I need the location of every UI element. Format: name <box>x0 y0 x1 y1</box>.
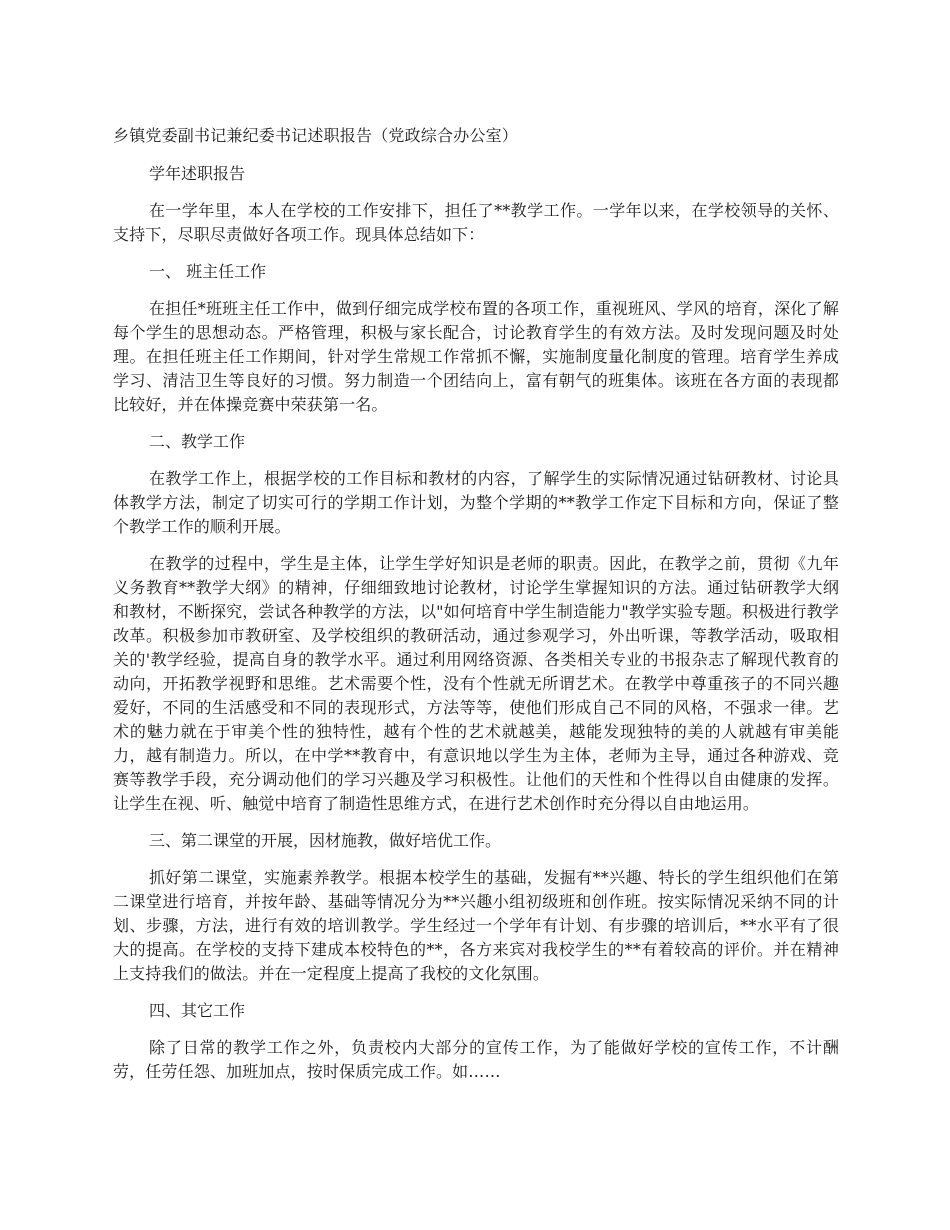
intro-paragraph: 在一学年里，本人在学校的工作安排下，担任了**教学工作。一学年以来，在学校领导的关怀、支持下，尽职尽责做好各项工作。现具体总结如下： <box>113 201 839 244</box>
document-title: 乡镇党委副书记兼纪委书记述职报告（党政综合办公室） <box>113 126 519 145</box>
section-paragraph: 在教学的过程中，学生是主体，让学生学好知识是老师的职责。因此，在教学之前，贯彻《九年义务教育**教学大纲》的精神，仔细细致地讨论教材，讨论学生掌握知识的方法。通过钻研教学大纲和教材，不断探究，尝试各种教学的方法，以"如何培育中学生制造能力"教学实验专题。积极进行教学改革。积极参加市教研室、及学校组织的教研活动，通过参观学习，外出听课，等教学活动，吸取相关的'教学经验，提高自身的教学水平。通过利用网络资源、各类相关专业的书报杂志了解现代教育的动向，开拓教学视野和思维。艺术需要个性，没有个性就无所谓艺术。在教学中尊重孩子的不同兴趣爱好，不同的生活感受和不同的表现形式，方法等等，使他们形成自己不同的风格，不强求一律。艺术的魅力就在于审美个性的独特性，越有个性的艺术就越美，越能发现独特的美的人就越有审美能力，越有制造力。所以，在中学**教育中，有意识地以学生为主体，老师为主导，通过各种游戏、竞赛等教学手段，充分调动他们的学习兴趣及学习积极性。让他们的天性和个性得以自由健康的发挥。让学生在视、听、触觉中培育了制造性思维方式，在进行艺术创作时充分得以自由地运用。 <box>113 554 839 813</box>
section-heading-other-work: 四、其它工作 <box>149 1001 246 1020</box>
section-heading-class-teacher: 一、 班主任工作 <box>149 262 267 281</box>
document-page <box>113 124 839 1097</box>
section-paragraph: 在教学工作上，根据学校的工作目标和教材的内容，了解学生的实际情况通过钻研教材、讨论具体教学方法，制定了切实可行的学期工作计划，为整个学期的**教学工作定下目标和方向，保证了整个教学工作的顺利开展。 <box>113 469 839 536</box>
section-heading-second-classroom: 三、第二课堂的开展，因材施教，做好培优工作。 <box>149 831 502 850</box>
report-subtitle: 学年述职报告 <box>149 164 246 183</box>
section-heading-teaching: 二、教学工作 <box>149 432 246 451</box>
section-paragraph: 在担任*班班主任工作中，做到仔细完成学校布置的各项工作，重视班风、学风的培育，深化了解每个学生的思想动态。严格管理，积极与家长配合，讨论教育学生的有效方法。及时发现问题及时处理。在担任班主任工作期间，针对学生常规工作常抓不懈，实施制度量化制度的管理。培育学生养成学习、清洁卫生等良好的习惯。努力制造一个团结向上，富有朝气的班集体。该班在各方面的表现都比较好，并在体操竞赛中荣获第一名。 <box>113 299 839 414</box>
section-paragraph: 抓好第二课堂，实施素养教学。根据本校学生的基础，发掘有**兴趣、特长的学生组织他们在第二课堂进行培育，并按年龄、基础等情况分为**兴趣小组初级班和创作班。按实际情况采纳不同的计划、步骤，方法，进行有效的培训教学。学生经过一个学年有计划、有步骤的培训后，**水平有了很大的提高。在学校的支持下建成本校特色的**，各方来宾对我校学生的**有着较高的评价。并在精神上支持我们的做法。并在一定程度上提高了我校的文化氛围。 <box>113 868 839 983</box>
section-paragraph: 除了日常的教学工作之外，负责校内大部分的宣传工作，为了能做好学校的宣传工作，不计酬劳，任劳任怨、加班加点，按时保质完成工作。如…… <box>113 1038 839 1081</box>
